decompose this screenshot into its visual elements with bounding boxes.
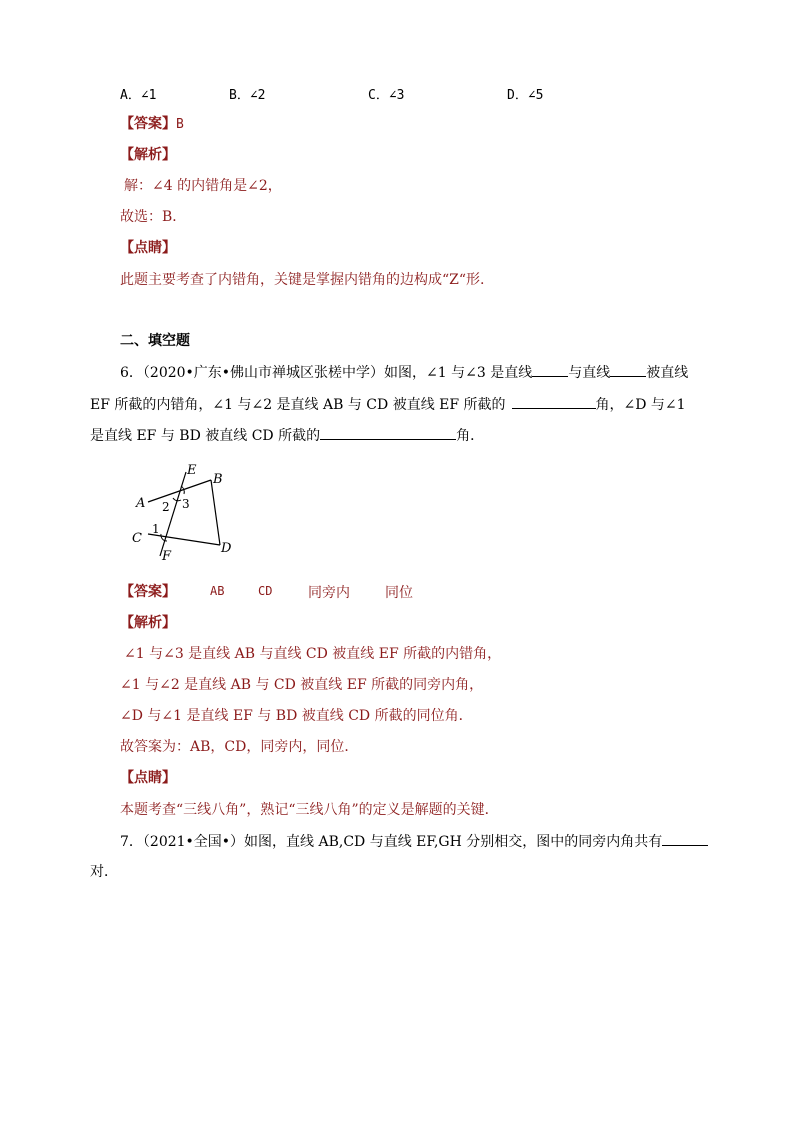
q6-line1-c: 被直线: [646, 365, 689, 381]
q7-line-1: [120, 831, 708, 852]
q7-blank[interactable]: [662, 831, 708, 846]
q5-analysis-line-2: 故选：B．: [120, 209, 187, 225]
q5-answer-value: B: [176, 117, 184, 132]
q6-line-1: [120, 362, 688, 383]
line-bd: [211, 480, 220, 545]
q6-line-2: [90, 394, 686, 415]
q7-line-2: 对．: [90, 864, 118, 880]
q6-comment-text: 本题考查“三线八角”，熟记“三线八角”的定义是解题的关键．: [120, 802, 499, 818]
q6-analysis-line-2: ∠1 与∠2 是直线 AB 与 CD 被直线 EF 所截的同旁内角，: [120, 677, 484, 693]
label-angle-1: 1: [152, 522, 160, 536]
q5-comment-label: 【点睛】: [120, 240, 176, 256]
q6-answer-3: 同旁内: [308, 585, 350, 601]
label-f: F: [162, 549, 172, 564]
q5-comment-text: 此题主要考查了内错角，关键是掌握内错角的边构成“Z“形.: [120, 272, 485, 288]
q6-line1-a: 6．（2020•广东•佛山市禅城区张槎中学）如图，∠1 与∠3 是直线: [120, 365, 533, 381]
q6-blank-1[interactable]: [532, 362, 568, 377]
q6-line1-b: 与直线: [568, 365, 611, 381]
q6-blank-4[interactable]: [320, 425, 456, 440]
q6-answer-label: 【答案】: [120, 584, 176, 600]
line-ef: [160, 472, 186, 556]
q6-line3-a: 是直线 EF 与 BD 被直线 CD 所截的: [90, 428, 321, 444]
q6-comment-label: 【点睛】: [120, 770, 176, 786]
label-b: B: [213, 472, 223, 487]
q6-analysis-line-3: ∠D 与∠1 是直线 EF 与 BD 被直线 CD 所截的同位角．: [120, 708, 473, 724]
q6-line-3: [90, 425, 484, 446]
q6-line2-b: 角，∠D 与∠1: [595, 397, 686, 413]
q6-analysis-line-4: 故答案为：AB，CD，同旁内，同位．: [120, 739, 359, 755]
option-b: B．∠2: [229, 88, 266, 103]
q6-analysis-label: 【解析】: [120, 615, 176, 631]
option-c: C．∠3: [368, 88, 405, 103]
q6-line2-a: EF 所截的内错角，∠1 与∠2 是直线 AB 与 CD 被直线 EF 所截的: [90, 397, 506, 413]
q5-analysis-label: 【解析】: [120, 147, 176, 163]
q6-blank-3[interactable]: [512, 394, 596, 409]
label-c: C: [132, 531, 142, 546]
q6-line3-b: 角．: [456, 428, 485, 444]
q6-answer-1: AB: [210, 584, 225, 598]
q7-line1-text: 7．（2021•全国•）如图，直线 AB,CD 与直线 EF,GH 分别相交，图中的同旁内角共有: [120, 834, 663, 850]
q5-analysis-line-1: 解：∠4 的内错角是∠2，: [124, 178, 282, 194]
q6-geometry-figure: [128, 458, 248, 568]
label-angle-2: 2: [162, 500, 170, 514]
label-e: E: [187, 463, 197, 478]
option-a: A．∠1: [120, 88, 157, 103]
q5-answer-row: [120, 114, 184, 135]
q6-answer-2: CD: [258, 584, 273, 598]
q6-blank-2[interactable]: [610, 362, 646, 377]
q5-answer-label: 【答案】: [120, 116, 176, 132]
label-d: D: [221, 541, 232, 556]
label-angle-3: 3: [182, 497, 190, 511]
label-a: A: [136, 496, 146, 511]
option-d: D．∠5: [507, 88, 544, 103]
q6-answer-4: 同位: [385, 585, 413, 601]
q6-analysis-line-1: ∠1 与∠3 是直线 AB 与直线 CD 被直线 EF 所截的内错角，: [124, 646, 502, 662]
section-title: 二、填空题: [120, 333, 190, 349]
